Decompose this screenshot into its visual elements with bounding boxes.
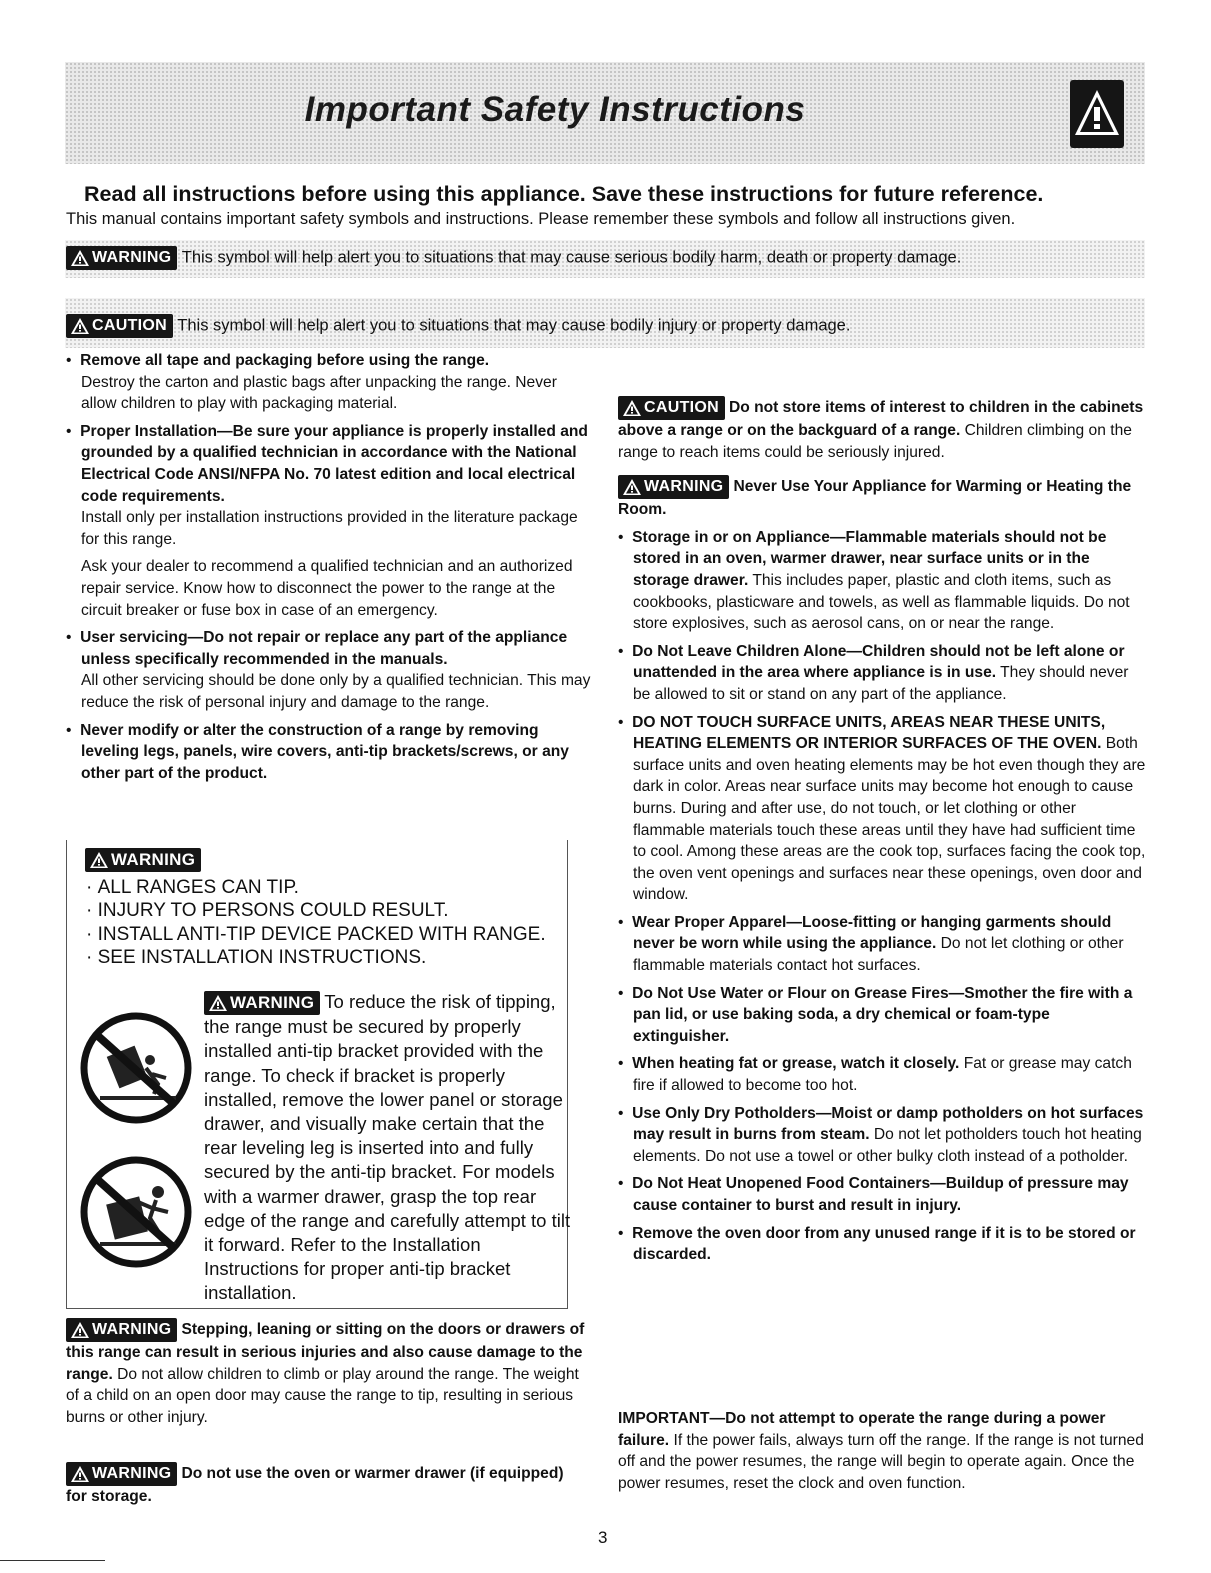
- footer-rule: [0, 1560, 105, 1561]
- list-item: · ALL RANGES CAN TIP.: [86, 877, 299, 898]
- list-item: • Storage in or on Appliance—Flammable materials should not be stored in an oven, warmer drawer, near surface units or in the storage drawer. This includes paper, plastic and cloth items, such as cookbooks, plasticware and towels, as well as flammable liquids. Do not store explosives, such as aerosol cans, on or near the range.: [618, 528, 1130, 633]
- caution-symbol-text: This symbol will help alert you to situations that may cause bodily injury or property damage.: [177, 316, 851, 335]
- storage-warning: WARNING Do not use the oven or warmer drawer (if equipped) for storage.: [66, 1462, 586, 1508]
- caution-symbol-row: [66, 314, 850, 338]
- stepping-warning: WARNING Stepping, leaning or sitting on the doors or drawers of this range can result in serious injuries and also cause damage to the range. Do not allow children to climb or play around the range. The weight of a child on an open door may cause the range to tip, resulting in serious burns or other injury.: [66, 1318, 586, 1428]
- warning-triangle-icon: [208, 994, 228, 1012]
- warning-triangle-icon: [1070, 80, 1124, 148]
- intro-headline: Read all instructions before using this appliance. Save these instructions for future reference.: [84, 182, 1044, 206]
- warning-badge: WARNING: [66, 1462, 177, 1486]
- list-item: • Do Not Use Water or Flour on Grease Fires—Smother the fire with a pan lid, or use baking soda, a dry chemical or foam-type extinguisher.: [618, 984, 1133, 1045]
- list-item: • Remove all tape and packaging before using the range. Destroy the carton and plastic bags after unpacking the range. Never allow children to play with packaging material.: [66, 352, 557, 413]
- warning-badge: WARNING: [85, 848, 201, 872]
- list-item: • Use Only Dry Potholders—Moist or damp potholders on hot surfaces may result in burns from steam. Do not let potholders touch hot heating elements. Do not use a towel or other bulky cloth instead of a potholder.: [618, 1104, 1144, 1165]
- caution-children-paragraph: CAUTION Do not store items of interest to children in the cabinets above a range or on the backguard of a range. Children climbing on the range to reach items could be seriously injured.: [618, 396, 1146, 463]
- list-item: • DO NOT TOUCH SURFACE UNITS, AREAS NEAR THESE UNITS, HEATING ELEMENTS OR INTERIOR SURFACES OF THE OVEN. Both surface units and oven heating elements may be hot even though they are dark in color. Areas near surface units may become hot enough to cause burns. During and after use, do not touch, or let clothing or other flammable materials touch these areas until they have had sufficient time to cool. Among these areas are the cook top, surfaces facing the cook top, the oven vent openings and surfaces near these openings, oven door and window.: [618, 713, 1146, 904]
- page-title: Important Safety Instructions: [304, 90, 806, 129]
- warning-triangle-icon: [70, 1321, 90, 1339]
- list-item: • Proper Installation—Be sure your appliance is properly installed and grounded by a qualified technician in accordance with the National Electrical Code ANSI/NFPA No. 70 latest edition and local electrical code requirements. Install only per installation instructions provided in the literature package for this range. Ask your dealer to recommend a qualified technician and an authorized repair service. Know how to disconnect the power to the range at the circuit breaker or fuse box in case of an emergency.: [66, 422, 588, 619]
- list-item: • User servicing—Do not repair or replace any part of the appliance unless specifically recommended in the manuals. All other servicing should be done only by a qualified technician. This may reduce the risk of personal injury and damage to the range.: [66, 629, 591, 711]
- child-climbing-icon: [80, 1156, 192, 1273]
- list-item: · INJURY TO PERSONS COULD RESULT.: [86, 900, 449, 922]
- anti-tip-instructions: WARNING To reduce the risk of tipping, the range must be secured by properly installed anti-tip bracket provided with the range. To check if bracket is properly installed, remove the lower panel or storage drawer, and visually make certain that the rear leveling leg is inserted into and fully secured by the anti-tip bracket. For models with a warmer drawer, grasp the top rear edge of the range and carefully attempt to tilt it forward. Refer to the Installation Instructions for proper anti-tip bracket installation.: [204, 991, 571, 1304]
- caution-badge: CAUTION: [66, 314, 173, 338]
- page-number: 3: [598, 1528, 608, 1547]
- warning-triangle-icon: [622, 399, 642, 417]
- box-warning-badge-row: [85, 848, 201, 872]
- intro-subline: This manual contains important safety symbols and instructions. Please remember these symbols and follow all instructions given.: [66, 210, 1016, 228]
- warning-badge: WARNING: [204, 991, 320, 1015]
- list-item: • When heating fat or grease, watch it closely. Fat or grease may catch fire if allowed to become too hot.: [618, 1055, 1132, 1095]
- list-item: · SEE INSTALLATION INSTRUCTIONS.: [86, 947, 427, 969]
- list-item: · INSTALL ANTI-TIP DEVICE PACKED WITH RANGE.: [86, 923, 546, 945]
- warning-badge: WARNING: [66, 1318, 177, 1342]
- box-list: [86, 876, 566, 970]
- warning-symbol-text: This symbol will help alert you to situations that may cause serious bodily harm, death or property damage.: [181, 248, 962, 267]
- warning-heating-paragraph: WARNING Never Use Your Appliance for Warming or Heating the Room.: [618, 475, 1146, 521]
- warning-triangle-icon: [70, 249, 90, 267]
- warning-triangle-icon: [89, 851, 109, 869]
- list-item: • Remove the oven door from any unused range if it is to be stored or discarded.: [618, 1224, 1136, 1264]
- warning-triangle-icon: [622, 478, 642, 496]
- warning-badge: WARNING: [66, 246, 177, 270]
- left-column: [66, 350, 596, 790]
- warning-triangle-icon: [70, 317, 90, 335]
- warning-triangle-icon: [70, 1465, 90, 1483]
- caution-badge: CAUTION: [618, 396, 725, 420]
- right-column: [618, 396, 1146, 1272]
- warning-badge: WARNING: [618, 475, 729, 499]
- list-item: • Do Not Leave Children Alone—Children should not be left alone or unattended in the area where appliance is in use. They should never be allowed to sit or stand on any part of the appliance.: [618, 642, 1129, 703]
- list-item: • Never modify or alter the construction of a range by removing leveling legs, panels, wire covers, anti-tip brackets/screws, or any other part of the product.: [66, 721, 569, 782]
- list-item: • Do Not Heat Unopened Food Containers—Buildup of pressure may cause container to burst and result in injury.: [618, 1175, 1129, 1214]
- list-item: • Wear Proper Apparel—Loose-fitting or hanging garments should never be worn while using the appliance. Do not let clothing or other flammable materials contact hot surfaces.: [618, 913, 1124, 975]
- warning-symbol-row: [66, 246, 961, 270]
- important-power-failure: IMPORTANT—Do not attempt to operate the range during a power failure. If the power fails, always turn off the range. If the range is not turned off and the power resumes, the range will begin to operate again. Once the power resumes, reset the clock and oven function.: [618, 1410, 1144, 1492]
- range-tipping-icon: [80, 1012, 192, 1129]
